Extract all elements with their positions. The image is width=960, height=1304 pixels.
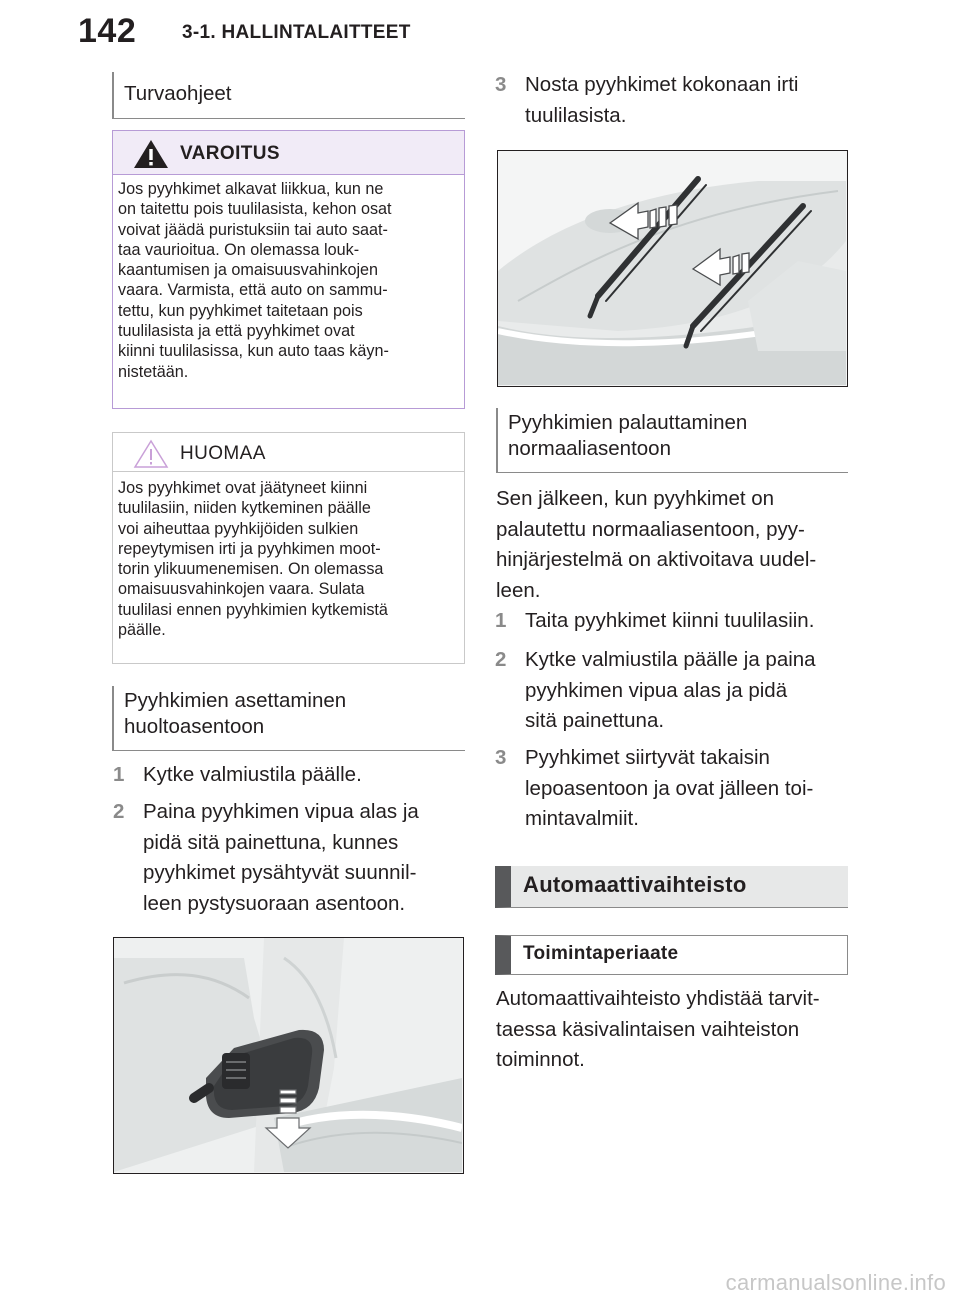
notice-box — [112, 432, 465, 664]
step-number: 1 — [113, 763, 125, 786]
page-number: 142 — [78, 12, 137, 50]
closing-line: Automaattivaihteisto yhdistää tarvit- — [496, 987, 820, 1010]
notice-label: HUOMAA — [180, 443, 266, 464]
operating-principle-heading — [495, 935, 848, 975]
notice-line: päälle. — [118, 621, 166, 640]
warning-line: on taitettu pois tuulilasista, kehon osat — [118, 200, 392, 219]
step-line: leen pystysuoraan asentoon. — [143, 891, 406, 915]
step-number: 3 — [495, 73, 507, 96]
caution-icon — [133, 439, 169, 469]
warning-line: kiinni tuulilasissa, kun auto taas käyn- — [118, 342, 389, 361]
service-position-heading — [112, 686, 465, 751]
watermark: carmanualsonline.info — [725, 1270, 946, 1295]
step-number: 1 — [495, 609, 507, 632]
intro-paragraph — [496, 484, 851, 606]
warning-line: tuulilasista ja että pyyhkimet ovat — [118, 322, 355, 341]
step-number: 2 — [495, 648, 507, 671]
step-line: sitä painettuna. — [525, 709, 665, 732]
warning-line: tettu, kun pyyhkimet taitetaan pois — [118, 301, 363, 320]
automatic-transmission-heading — [495, 866, 848, 908]
closing-line: taessa käsivalintaisen vaihteiston — [496, 1017, 800, 1041]
lever-illustration — [113, 937, 464, 1174]
safety-heading — [112, 72, 465, 119]
step-line: Paina pyyhkimen vipua alas ja — [143, 800, 419, 823]
notice-line: tuulilasiin, niiden kytkeminen päälle — [118, 499, 371, 518]
step-number: 3 — [495, 746, 507, 769]
service-heading-line: Pyyhkimien asettaminen — [124, 689, 347, 712]
sub-heading-text: Toimintaperiaate — [523, 943, 679, 964]
warning-box — [112, 130, 465, 409]
section-heading-text: Automaattivaihteisto — [523, 872, 747, 897]
step-line: tuulilasista. — [525, 103, 627, 127]
warning-line: voivat jäädä puristuksiin tai auto saat- — [118, 220, 388, 239]
section-title: 3-1. HALLINTALAITTEET — [182, 22, 411, 43]
warning-line: kaantumisen ja omaisuusvahinkojen — [118, 261, 379, 280]
step-number: 2 — [113, 800, 125, 823]
warning-line: Jos pyyhkimet alkavat liikkua, kun ne — [118, 180, 384, 198]
intro-line: palautettu normaaliasentoon, pyy- — [496, 517, 805, 541]
warning-line: taa vaurioitua. On olemassa louk- — [118, 240, 360, 259]
service-heading-line: huoltoasentoon — [124, 715, 265, 738]
intro-line: hinjärjestelmä on aktivoitava uudel- — [496, 548, 817, 571]
warning-text — [118, 179, 458, 382]
notice-line: Jos pyyhkimet ovat jäätyneet kiinni — [118, 479, 368, 497]
closing-paragraph — [496, 984, 856, 1076]
notice-text — [118, 478, 458, 640]
normal-heading-line: normaaliasentoon — [508, 437, 671, 460]
step-line: pidä sitä painettuna, kunnes — [143, 830, 399, 854]
step-line: mintavalmiit. — [525, 807, 639, 830]
step-line: Kytke valmiustila päälle. — [143, 763, 362, 786]
notice-line: repeytymisen irti ja pyyhkimen moot- — [118, 539, 381, 558]
warning-icon — [133, 139, 169, 169]
warning-line: vaara. Varmista, että auto on sammu- — [118, 281, 388, 300]
notice-line: omaisuusvahinkojen vaara. Sulata — [118, 580, 365, 599]
wipers-illustration — [497, 150, 848, 387]
step-line: pyyhkimen vipua alas ja pidä — [525, 678, 788, 702]
step-line: pyyhkimet pysähtyvät suunnil- — [143, 861, 417, 884]
step-line: Kytke valmiustila päälle ja paina — [525, 648, 816, 671]
step-line: Pyyhkimet siirtyvät takaisin — [525, 746, 770, 769]
normal-heading-line: Pyyhkimien palauttaminen — [508, 411, 748, 434]
step-line: Nosta pyyhkimet kokonaan irti — [525, 73, 799, 96]
step-line: Taita pyyhkimet kiinni tuulilasiin. — [525, 609, 815, 632]
notice-header — [113, 433, 464, 472]
warning-header — [113, 131, 464, 175]
closing-line: toiminnot. — [496, 1048, 585, 1071]
warning-line: nistetään. — [118, 362, 189, 381]
notice-line: voi aiheuttaa pyyhkijöiden sulkien — [118, 519, 359, 538]
step-line: lepoasentoon ja ovat jälleen toi- — [525, 776, 814, 800]
warning-label: VAROITUS — [180, 143, 280, 164]
intro-line: Sen jälkeen, kun pyyhkimet on — [496, 487, 775, 510]
normal-position-heading — [496, 408, 848, 473]
intro-line: leen. — [496, 578, 541, 602]
notice-line: tuulilasi ennen pyyhkimien kytkemistä — [118, 600, 388, 619]
notice-line: torin ylikuumenemisen. On olemassa — [118, 560, 384, 579]
safety-heading-text: Turvaohjeet — [124, 82, 232, 105]
